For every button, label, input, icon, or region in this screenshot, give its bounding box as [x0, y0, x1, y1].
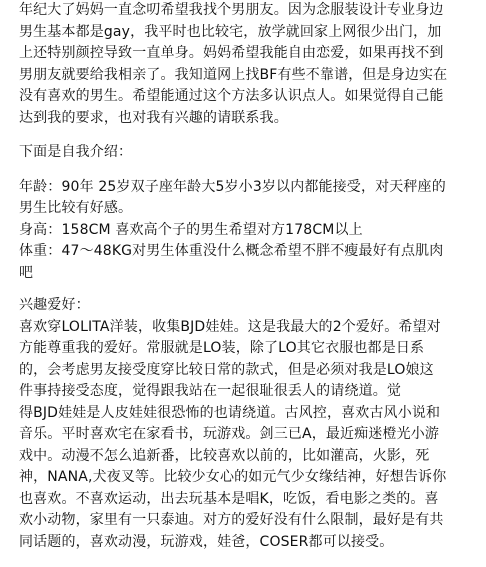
text-line: 喜欢穿LOLITA洋装，收集BJD娃娃。这是我最大的2个爱好。希望对	[19, 318, 441, 335]
paragraph-spacer	[19, 284, 479, 295]
hobbies-heading: 兴趣爱好：	[19, 297, 90, 313]
text-line: 欢小动物，家里有一只泰迪。对方的爱好没有什么限制，最好是有共	[19, 512, 444, 528]
self-intro-heading: 下面是自我介绍：	[19, 144, 133, 160]
text-line: 也喜欢。不喜欢运动，出去玩基本是唱K，吃饭，看电影之类的。喜	[19, 490, 439, 507]
age-line: 年龄：90年 25岁双子座年龄大5岁小3岁以内都能接受，对天秤座的	[19, 178, 446, 195]
text-line: 戏中。动漫不怎么追新番，比较喜欢以前的，比如灌高，火影，死	[19, 447, 430, 464]
text-line: 男生比较有好感。	[19, 200, 133, 216]
text-line: 的，会考虑男友接受度穿比较日常的款式，但是必须对我是LO娘这	[19, 361, 434, 378]
text-line: 音乐。平时喜欢宅在家看书，玩游戏。剑三已A，最近痴迷橙光小游	[19, 426, 440, 442]
text-line: 上还特别颜控导致一直单身。妈妈希望我能自由恋爱，如果再找不到	[19, 45, 444, 61]
paragraph-spacer	[19, 129, 479, 142]
intro-paragraph	[19, 0, 479, 129]
height-line: 身高：158CM 喜欢高个子的男生希望对方178CM以上	[19, 221, 363, 238]
text-line: 达到我的要求，也对我有兴趣的请联系我。	[19, 109, 288, 126]
weight-line: 体重：47～48KG对男生体重没什么概念希望不胖不瘦最好有点肌肉	[19, 243, 444, 259]
text-line: 件事持接受态度，觉得跟我站在一起很耻很丢人的请绕道。觉	[19, 383, 402, 399]
text-line: 年纪大了妈妈一直念叨希望我找个男朋友。因为念服装设计专业身边	[19, 2, 444, 18]
text-line: 神，NANA,犬夜叉等。比较少女心的如元气少女缘结神，好想告诉你	[19, 469, 447, 485]
document-body	[19, 0, 479, 553]
text-line: 没有喜欢的男生。希望能通过这个方法多认识点人。如果觉得自己能	[19, 88, 444, 104]
text-line: 得BJD娃娃是人皮娃娃很恐怖的也请绕道。古风控，喜欢古风小说和	[19, 404, 441, 421]
hobbies-paragraph	[19, 317, 479, 554]
text-line: 同话题的，喜欢动漫，玩游戏，娃爸，COSER都可以接受。	[19, 533, 394, 550]
text-line: 男朋友就要给我相亲了。我知道网上找BF有些不靠谱，但是身边实在	[19, 66, 448, 83]
text-line: 吧	[19, 264, 34, 281]
text-line: 方能尊重我的爱好。常服就是LO装，除了LO其它衣服也都是日系	[19, 340, 425, 356]
text-line: 男生基本都是gay，我平时也比较宅，放学就回家上网很少出门，加	[19, 23, 442, 40]
paragraph-spacer	[19, 164, 479, 177]
profile-paragraph	[19, 177, 479, 285]
